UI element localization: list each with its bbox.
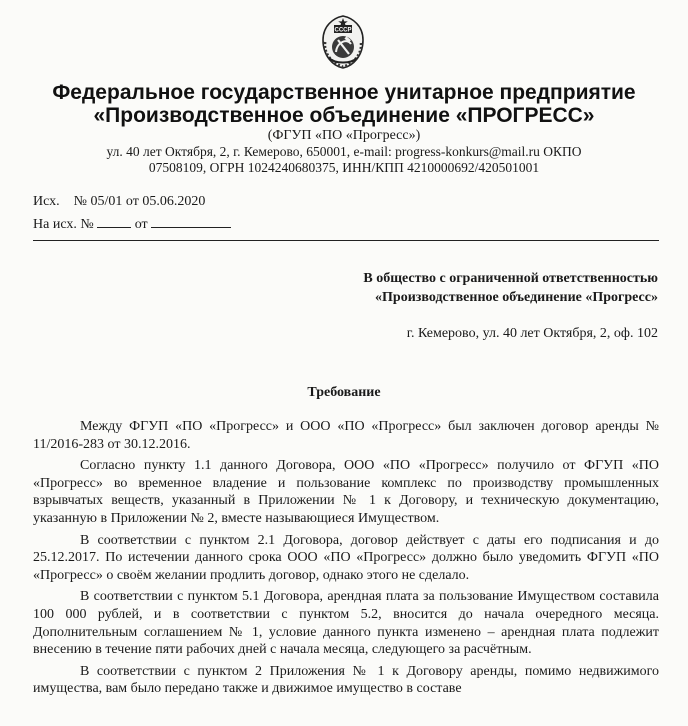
organization-name-line2: «Производственное объединение «ПРОГРЕСС» — [93, 104, 595, 127]
organization-name-line1: Федеральное государственное унитарное предприятие — [52, 81, 636, 104]
paragraph: В соответствии с пунктом 2.1 Договора, договор действует с даты его подписания и до 25.12.2017. По истечении данного срока ООО «ПО «Прогресс» должно было уведомить ФГУП «ПО «Прогресс» о своём желании продлить договор, однако этого не сделало. — [33, 532, 659, 583]
paragraph: Согласно пункту 1.1 данного Договора, ООО «ПО «Прогресс» получило от ФГУП «ПО «Прогресс» во временное владение и пользование комплекс по производству промышленных взрывчатых веществ, указанный в Приложении № 1 к Договору, и техническую документацию, указанную в Приложении № 2, вместе называющиеся Имуществом. — [33, 458, 659, 526]
header-divider — [33, 240, 659, 241]
paragraph: В соответствии с пунктом 5.1 Договора, арендная плата за пользование Имуществом составила 100 000 рублей, и в соответствии с пунктом 5.2, вносится до начала очередного месяца. Дополнительным соглашением № 1, условие данного пункта изменено – арендная плата подлежит внесению в течение пяти рабочих дней с начала месяца, следующего за расчётным. — [33, 589, 659, 658]
document-title: Требование — [307, 385, 381, 400]
in-reply-label: На исх. № — [33, 217, 94, 232]
organization-address-line1: ул. 40 лет Октября, 2, г. Кемерово, 650001, e-mail: progress-konkurs@mail.ru ОКПО — [106, 144, 582, 159]
organization-short-name: (ФГУП «ПО «Прогресс») — [267, 128, 421, 143]
in-reply-from-label: от — [134, 217, 148, 232]
in-reply-number-blank — [97, 214, 131, 228]
reply-reference — [33, 214, 231, 234]
outgoing-reference — [33, 193, 205, 211]
outgoing-label: Исх. — [33, 194, 60, 209]
organization-registration-line: 07508109, ОГРН 1024240680375, ИНН/КПП 4210000692/420501001 — [148, 160, 540, 175]
document-body — [33, 418, 659, 702]
addressee-line2: «Производственное объединение «Прогресс» — [375, 290, 658, 305]
svg-text:СССР: СССР — [334, 27, 352, 34]
outgoing-number: № 05/01 от 05.06.2020 — [73, 194, 206, 209]
paragraph: В соответствии с пунктом 2 Приложения № 1 к Договору аренды, помимо недвижимого имущества, вам было передано также и движимое имущество в составе — [33, 663, 659, 697]
paragraph: Между ФГУП «ПО «Прогресс» и ООО «ПО «Прогресс» был заключен договор аренды № 11/2016-283 от 30.12.2016. — [33, 419, 659, 452]
in-reply-date-blank — [151, 214, 231, 228]
addressee-line1: В общество с ограниченной ответственностью — [363, 271, 658, 286]
addressee-address: г. Кемерово, ул. 40 лет Октября, 2, оф. 102 — [406, 326, 658, 341]
ussr-emblem-icon — [319, 14, 367, 70]
